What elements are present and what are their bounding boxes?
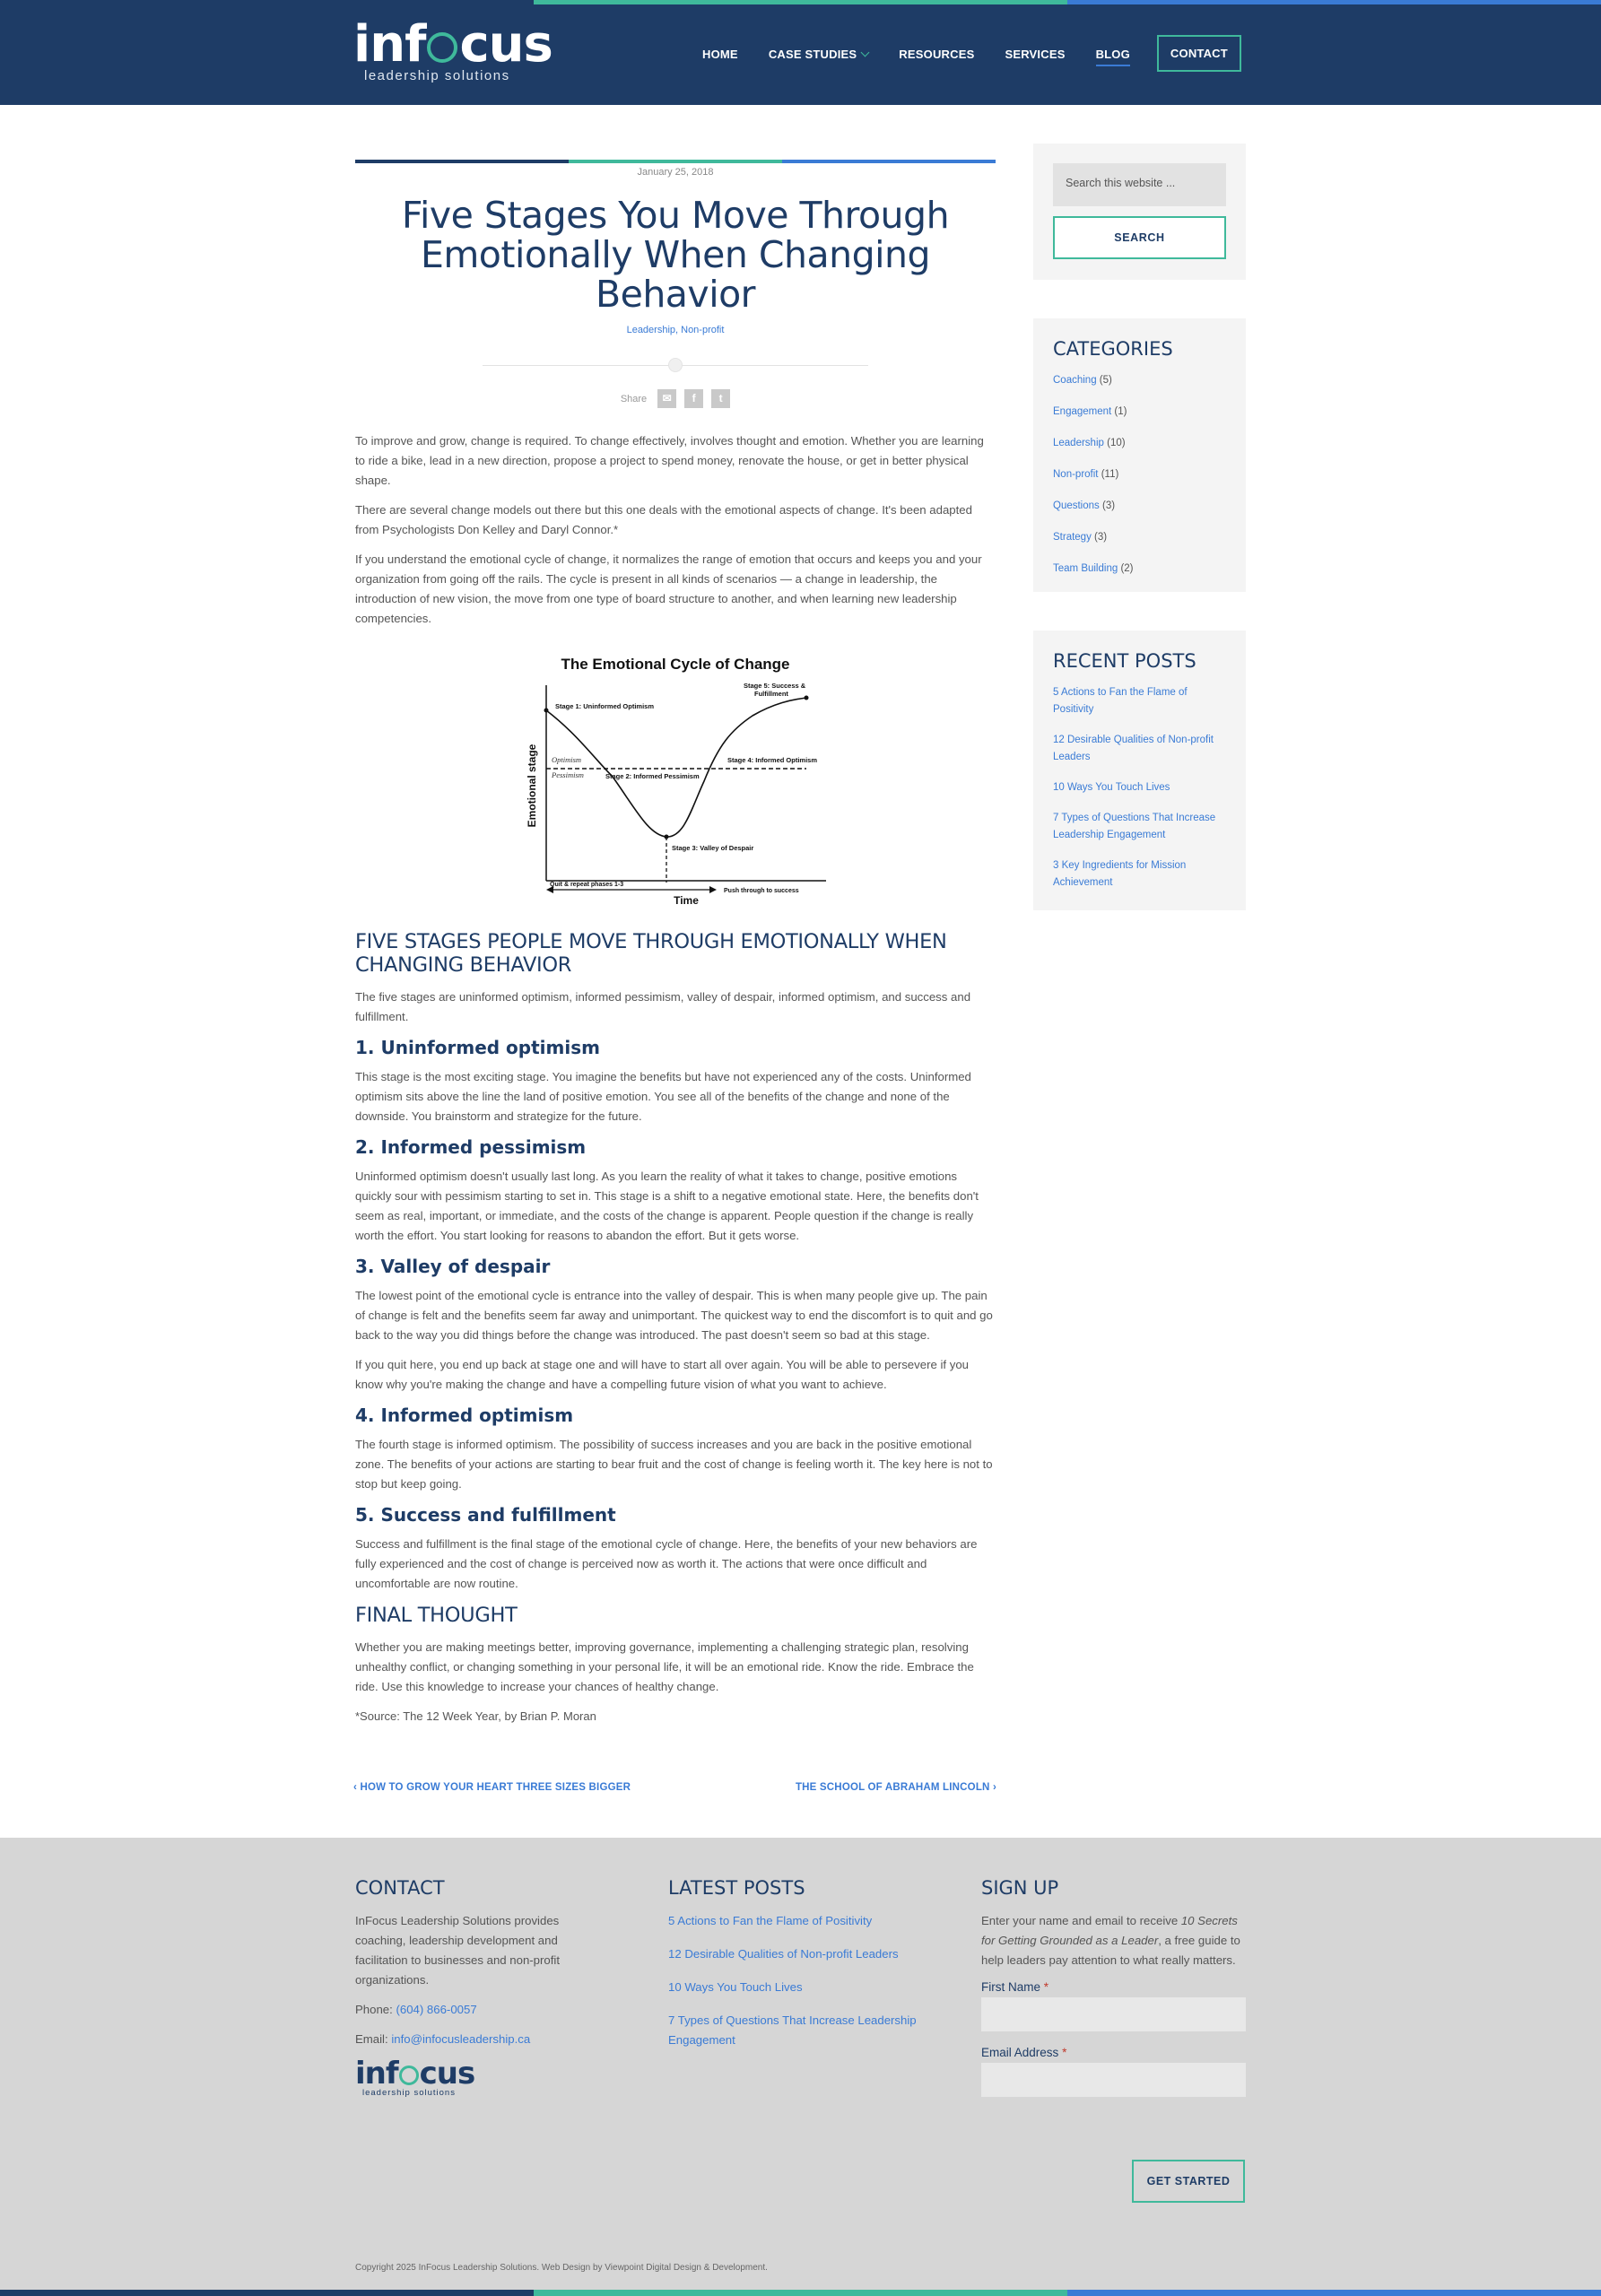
category-count: (3): [1094, 532, 1108, 543]
optimism-label: Optimism: [552, 755, 582, 764]
required-marker: *: [1062, 2046, 1067, 2059]
category-count: (2): [1120, 563, 1134, 574]
chevron-left-icon: ‹: [353, 1782, 361, 1793]
post-article: [355, 160, 996, 1736]
search-button[interactable]: SEARCH: [1053, 216, 1226, 259]
share-bar: [355, 389, 996, 408]
category-item: [1053, 435, 1226, 452]
stage-heading: 2. Informed pessimism: [355, 1136, 587, 1158]
post-navigation: [353, 1782, 996, 1793]
footer-post-link[interactable]: 10 Ways You Touch Lives: [668, 1980, 803, 1994]
next-post-link[interactable]: [796, 1782, 996, 1793]
email-address-label-text: Email Address: [981, 2046, 1059, 2059]
stage-paragraph: If you quit here, you end up back at stage one and will have to start all over again. You will be able to persevere if you know why you're making the change and have a compelling future vision of what you want to achieve.: [355, 1358, 969, 1391]
header-color-stripe: [0, 0, 1601, 4]
category-item: [1053, 561, 1226, 578]
section-intro: The five stages are uninformed optimism, informed pessimism, valley of despair, informed optimism, and success and fulfillment.: [355, 990, 971, 1023]
quit-label: Quit & repeat phases 1-3: [550, 882, 624, 888]
share-label: Share: [620, 393, 648, 404]
stage-heading: 4. Informed optimism: [355, 1405, 574, 1426]
category-count: (1): [1114, 406, 1127, 417]
category-link[interactable]: Coaching: [1053, 375, 1097, 386]
stage-paragraph: The fourth stage is informed optimism. The possibility of success increases and you are back in the positive emotional zone. The benefits of your actions are starting to bear fruit and the cost of change is feeling worth it. The key here is not to stop but keep going.: [355, 1438, 993, 1491]
category-item: [1053, 466, 1226, 483]
figure-x-label: Time: [674, 894, 699, 907]
email-label: Email:: [355, 2032, 388, 2046]
signup-guide-title: 10 Secrets for Getting Grounded as a Leader: [981, 1914, 1238, 1947]
recent-post-link[interactable]: 3 Key Ingredients for Mission Achievement: [1053, 860, 1187, 888]
stage-heading: 5. Success and fulfillment: [355, 1504, 616, 1526]
figure-y-label: Emotional stage: [526, 744, 538, 828]
recent-post-link[interactable]: 7 Types of Questions That Increase Leadership Engagement: [1053, 813, 1216, 840]
stage3-label: Stage 3: Valley of Despair: [672, 844, 754, 852]
required-marker: *: [1043, 1980, 1049, 1994]
category-item: [1053, 498, 1226, 515]
stage-paragraph: This stage is the most exciting stage. You imagine the benefits but have not experienced any of the costs. Uninformed optimism sits above the line the land of positive emotion. You see all of the benefits of the change and none of the downside. You brainstorm and strategize for the future.: [355, 1070, 971, 1123]
logo-ring-icon: [427, 32, 457, 63]
emotional-cycle-figure: [505, 651, 846, 907]
stage2-label: Stage 2: Informed Pessimism: [605, 772, 700, 780]
category-link[interactable]: Non-profit: [1053, 469, 1099, 480]
nav-case-studies[interactable]: [769, 48, 868, 61]
copyright: Copyright 2025 InFocus Leadership Solutions. Web Design by Viewpoint Digital Design & Development.: [355, 2263, 768, 2273]
email-address-label: [981, 2046, 1246, 2059]
footer-latest-posts: [668, 1877, 946, 2064]
post-title: Five Stages You Move Through Emotionally When Changing Behavior: [401, 194, 950, 316]
stage5-label-line2: Fulfillment: [754, 690, 788, 698]
curve-point: [544, 709, 549, 713]
phone-link[interactable]: (604) 866-0057: [396, 2003, 477, 2016]
recent-post-link[interactable]: 5 Actions to Fan the Flame of Positivity: [1053, 687, 1188, 715]
chevron-down-icon: [861, 48, 870, 57]
post-top-stripe: [355, 160, 996, 163]
twitter-share-icon[interactable]: t: [711, 389, 730, 408]
category-item: [1053, 529, 1226, 546]
stage-heading: 3. Valley of despair: [355, 1256, 551, 1277]
category-link[interactable]: Questions: [1053, 500, 1100, 511]
footer-logo-word: inf cus: [355, 2056, 475, 2092]
stage1-label: Stage 1: Uninformed Optimism: [555, 702, 655, 710]
site-logo[interactable]: [353, 15, 553, 83]
intro-paragraph: To improve and grow, change is required. To change effectively, involves thought and emotion. Whether you are learning to ride a bike, lead in a new direction, propose a project to spend money, renovate the house, or get in better physical shape.: [355, 434, 984, 487]
category-link[interactable]: Strategy: [1053, 532, 1092, 543]
email-share-icon[interactable]: ✉: [657, 389, 676, 408]
curve-point: [805, 696, 809, 700]
stage5-label: Stage 5: Success &: [744, 682, 806, 690]
final-heading: FINAL THOUGHT: [355, 1604, 518, 1627]
nav-blog[interactable]: BLOG: [1095, 48, 1130, 61]
figure-title: The Emotional Cycle of Change: [561, 656, 790, 673]
stage-heading: 1. Uninformed optimism: [355, 1037, 600, 1058]
phone-label: Phone:: [355, 2003, 393, 2016]
search-input[interactable]: Search this website ...: [1053, 163, 1226, 206]
recent-posts-title: RECENT POSTS: [1053, 650, 1196, 672]
divider-dot: [668, 358, 683, 372]
nav-services[interactable]: SERVICES: [1005, 48, 1066, 61]
first-name-label-text: First Name: [981, 1980, 1041, 1994]
category-count: (11): [1101, 469, 1119, 480]
category-count: (10): [1107, 438, 1126, 448]
intro-paragraph: If you understand the emotional cycle of change, it normalizes the range of emotion that occurs and keeps you and your organization from going off the rails. The cycle is present in all kinds of scenarios — a change in leadership, the introduction of new vision, the move from one type of board structure to another, and when learning new leadership competencies.: [355, 552, 982, 625]
intro-paragraph: There are several change models out there but this one deals with the emotional aspects of change. It's been adapted from Psychologists Don Kelley and Daryl Connor.*: [355, 503, 972, 536]
title-divider: [483, 365, 868, 366]
main-nav: [702, 37, 1272, 72]
source-note: *Source: The 12 Week Year, by Brian P. Moran: [355, 1709, 596, 1723]
previous-post-label: HOW TO GROW YOUR HEART THREE SIZES BIGGER: [360, 1782, 631, 1793]
stage4-label: Stage 4: Informed Optimism: [727, 756, 818, 764]
footer-latest-title: LATEST POSTS: [668, 1877, 805, 1899]
categories-list: [1053, 372, 1226, 578]
nav-contact-button[interactable]: CONTACT: [1157, 35, 1241, 72]
bottom-color-stripe: [0, 2290, 1601, 2296]
category-item: [1053, 404, 1226, 421]
facebook-share-icon[interactable]: f: [684, 389, 703, 408]
categories-title: CATEGORIES: [1053, 338, 1173, 360]
recent-posts-list: [1053, 684, 1226, 891]
footer-signup: [981, 1877, 1246, 2111]
post-categories[interactable]: Leadership, Non-profit: [626, 325, 725, 335]
recent-post-link[interactable]: 12 Desirable Qualities of Non-profit Leaders: [1053, 735, 1214, 762]
nav-home[interactable]: HOME: [702, 48, 738, 61]
site-header: [0, 0, 1601, 105]
footer-signup-title: SIGN UP: [981, 1877, 1059, 1899]
logo-word: inf cus: [353, 15, 553, 74]
first-name-label: [981, 1980, 1246, 1994]
post-content: [355, 431, 996, 1726]
nav-resources[interactable]: RESOURCES: [899, 48, 975, 61]
recent-post-link[interactable]: 10 Ways You Touch Lives: [1053, 782, 1170, 793]
final-paragraph: Whether you are making meetings better, improving governance, implementing a challenging strategic plan, resolving unhealthy conflict, or changing something in your personal life, it will be an emotional ride. Know the ride. Embrace the ride. Use this knowledge to increase your chances of healthy change.: [355, 1640, 974, 1693]
footer-contact-text: InFocus Leadership Solutions provides coaching, leadership development and facilitation to businesses and non-profit organizations.: [355, 1914, 560, 1987]
category-link[interactable]: Team Building: [1053, 563, 1118, 574]
footer-logo[interactable]: [355, 2056, 597, 2098]
category-item: [1053, 372, 1226, 389]
previous-post-link[interactable]: [353, 1782, 631, 1793]
signup-text-post: , a free guide to help leaders pay attention to what really matters.: [981, 1934, 1240, 1967]
email-link[interactable]: info@infocusleadership.ca: [391, 2032, 531, 2046]
footer-post-link[interactable]: 5 Actions to Fan the Flame of Positivity: [668, 1914, 873, 1927]
footer-contact-title: CONTACT: [355, 1877, 445, 1899]
footer-contact: [355, 1877, 597, 2098]
email-address-input[interactable]: [981, 2063, 1246, 2097]
nav-case-studies-label: CASE STUDIES: [768, 48, 857, 61]
sidebar-categories-widget: [1033, 318, 1246, 592]
category-count: (3): [1101, 500, 1116, 511]
section-heading: FIVE STAGES PEOPLE MOVE THROUGH EMOTIONALLY WHEN CHANGING BEHAVIOR: [355, 930, 947, 977]
push-arrowhead: [709, 886, 717, 893]
sidebar-search-widget: [1033, 144, 1246, 280]
category-link[interactable]: Engagement: [1053, 406, 1112, 417]
first-name-input[interactable]: [981, 1997, 1246, 2031]
category-count: (5): [1099, 375, 1112, 386]
get-started-button[interactable]: GET STARTED: [1132, 2160, 1245, 2203]
footer-logo-tagline: leadership solutions: [362, 2088, 456, 2098]
footer-email: [355, 2030, 597, 2049]
logo-tagline: leadership solutions: [364, 68, 510, 83]
logo-ring-icon: [399, 2066, 419, 2085]
chevron-right-icon: ›: [989, 1782, 996, 1793]
pessimism-label: Pessimism: [552, 770, 584, 779]
stage-paragraph: The lowest point of the emotional cycle is entrance into the valley of despair. This is when many people give up. The pain of change is felt and the benefits seem far away and unimportant. The quickest way to end the discomfort is to quit and go back to the way you did things before the change was introduced. The past doesn't seem so bad at this stage.: [355, 1289, 993, 1342]
stage-paragraph: Success and fulfillment is the final stage of the emotional cycle of change. Here, the benefits of your new behaviors are fully experienced and the cost of change is perceived now as worth it. The actions that were once difficult and uncomfortable are now routine.: [355, 1537, 978, 1590]
emotion-curve: [546, 698, 806, 837]
signup-text-pre: Enter your name and email to receive: [981, 1914, 1181, 1927]
push-label: Push through to success: [724, 888, 799, 894]
footer-post-link[interactable]: 7 Types of Questions That Increase Leadership Engagement: [668, 2013, 917, 2047]
post-date: January 25, 2018: [637, 167, 714, 178]
signup-text: [981, 1911, 1246, 1970]
sidebar-recent-posts-widget: [1033, 631, 1246, 910]
stage-paragraph: Uninformed optimism doesn't usually last long. As you learn the reality of what it takes to change, positive emotions quickly sour with pessimism starting to set in. This stage is a shift to a negative emotional state. Here, the benefits don't seem as real, important, or immediate, and the costs of the change is apparent. People question if the change is really worth the effort. You start looking for reasons to abandon the effort. But it gets worse.: [355, 1170, 979, 1242]
category-link[interactable]: Leadership: [1053, 438, 1104, 448]
footer-post-link[interactable]: 12 Desirable Qualities of Non-profit Leaders: [668, 1947, 899, 1961]
next-post-label: THE SCHOOL OF ABRAHAM LINCOLN: [795, 1782, 990, 1793]
footer-phone: [355, 2000, 597, 2020]
site-footer: [0, 1838, 1601, 2296]
